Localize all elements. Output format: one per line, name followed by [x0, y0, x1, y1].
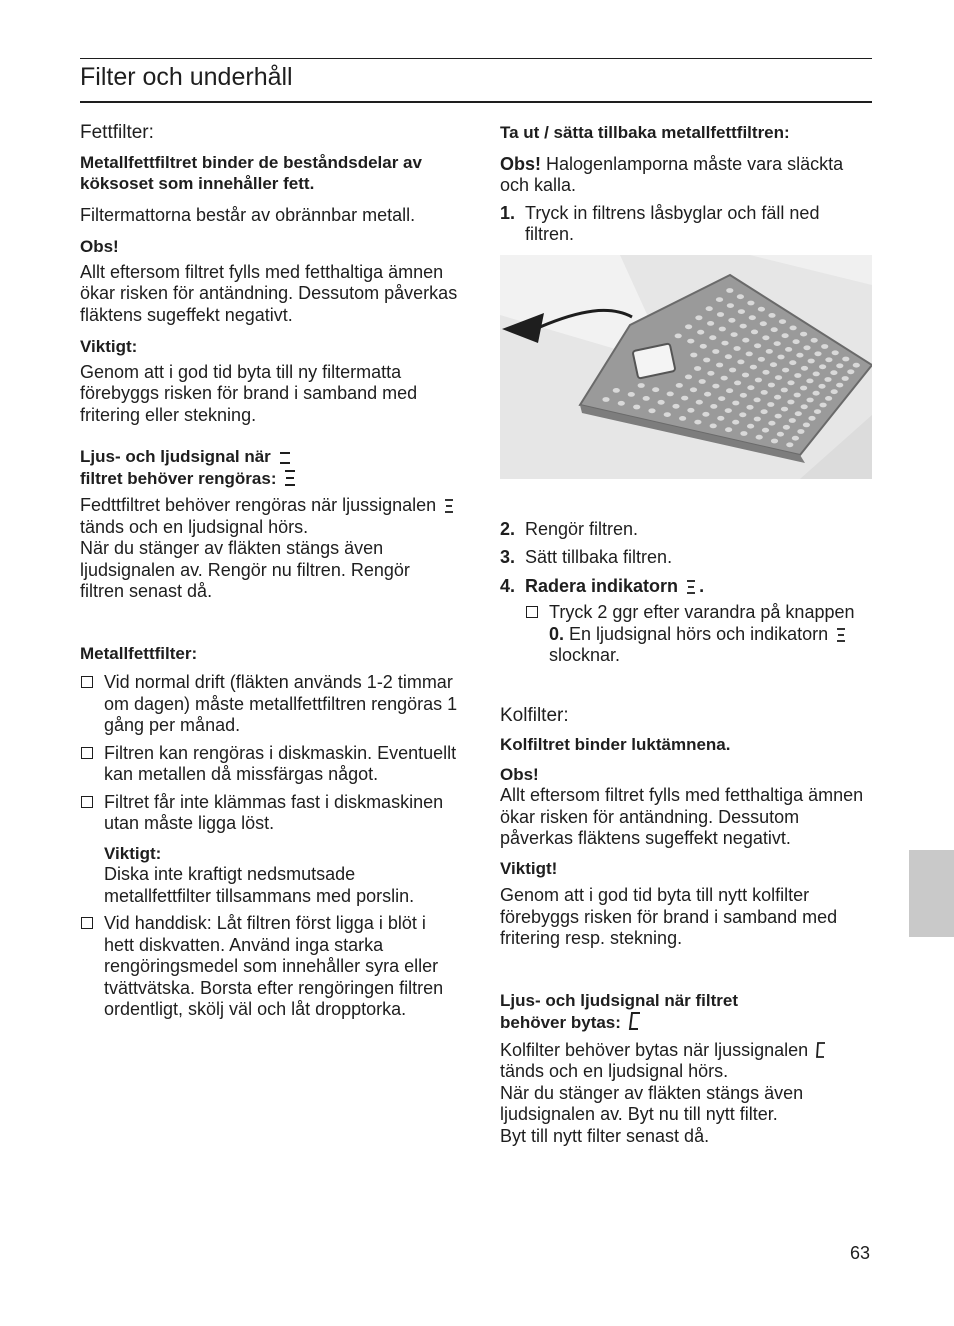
filter-hole: [751, 329, 758, 334]
filter-hole: [825, 357, 832, 362]
left-column: [80, 122, 458, 1027]
filter-hole: [831, 389, 838, 394]
filter-hole: [836, 363, 843, 368]
substep-text-b: En ljudsignal hörs och indikatorn: [569, 623, 829, 644]
step-number: 4.: [500, 575, 516, 596]
signal-text-1: Fedttfiltret behöver rengöras när ljussignalen: [80, 495, 437, 515]
kol-viktigt-label: Viktigt!: [500, 858, 558, 878]
kol-signal-line2: behöver bytas:: [500, 1013, 621, 1032]
filter-hole: [754, 343, 761, 348]
step-number: 2.: [500, 518, 516, 539]
filter-hole: [697, 329, 704, 334]
filter-hole: [652, 387, 659, 392]
grease-filter-indicator-icon: [278, 449, 292, 465]
step-number: 1.: [500, 202, 516, 223]
fettfilter-intro-bold: Metallfettfiltret binder de beståndsdelar av köksoset som innehåller fett.: [80, 152, 422, 193]
filter-hole: [842, 376, 849, 381]
filter-hole: [782, 333, 789, 338]
step-item: [500, 547, 872, 569]
list-item-text: Filtret får inte klämmas fast i diskmaskinen utan måste ligga löst.: [104, 791, 444, 833]
substep-key: 0.: [549, 623, 565, 644]
filter-hole: [675, 333, 682, 338]
filter-hole: [732, 400, 739, 405]
fettfilter-intro-text: Filtermattorna består av obrännbar metall.: [80, 204, 416, 225]
filter-hole: [618, 400, 625, 405]
kol-signal-heading: [500, 990, 872, 1034]
list-item-text: Filtren kan rengöras i diskmaskin. Eventuellt kan metallen då missfärgas något.: [104, 742, 457, 784]
filter-hole: [747, 300, 754, 305]
step-text: Tryck in filtrens låsbyglar och fäll ned filtren.: [525, 202, 820, 244]
filter-hole: [694, 366, 701, 371]
filter-hole: [767, 402, 774, 407]
filter-hole: [679, 416, 686, 421]
filter-hole: [658, 399, 665, 404]
filter-hole: [700, 343, 707, 348]
filter-hole: [774, 341, 781, 346]
filter-hole: [749, 315, 756, 320]
header-rule-bottom: [80, 101, 872, 103]
metall-viktigt-label: Viktigt:: [104, 843, 162, 863]
filter-hole: [792, 435, 799, 440]
filter-hole: [746, 404, 753, 409]
filter-hole: [732, 419, 739, 424]
filter-hole: [847, 369, 854, 374]
filter-hole: [740, 431, 747, 436]
filter-hole: [734, 346, 741, 351]
filter-hole: [836, 382, 843, 387]
side-tab: [909, 850, 954, 937]
filter-hole: [706, 306, 713, 311]
filter-hole: [794, 392, 801, 397]
filter-hole: [808, 358, 815, 363]
checkbox-bullet-icon: [81, 747, 93, 759]
filter-hole: [717, 415, 724, 420]
kol-viktigt-text: Genom att i god tid byta till nytt kolfilter förebyggs risken för brand i samband med fritering resp. stekning.: [500, 885, 838, 948]
filter-hole: [777, 354, 784, 359]
filter-hole: [755, 377, 762, 382]
step-item: [500, 519, 872, 541]
filter-hole: [681, 395, 688, 400]
filter-hole: [830, 370, 837, 375]
grease-filter-indicator-icon: [283, 469, 297, 487]
kol-signal-text-1: Kolfilter behöver bytas när ljussignalen: [500, 1039, 809, 1060]
filter-hole: [737, 294, 744, 299]
filter-hole: [783, 424, 790, 429]
list-item: [80, 913, 458, 1021]
filter-hole: [667, 391, 674, 396]
filter-hole: [648, 408, 655, 413]
filter-hole: [676, 383, 683, 388]
filter-hole: [770, 362, 777, 367]
filter-hole: [800, 385, 807, 390]
filter-hole: [819, 364, 826, 369]
signal-heading-line2: filtret behöver rengöras:: [80, 468, 277, 488]
remove-obs-text: Halogenlamporna måste vara släckta och kalla.: [500, 153, 844, 195]
filter-hole: [795, 411, 802, 416]
filter-hole: [699, 379, 706, 384]
filter-hole: [787, 399, 794, 404]
filter-hole: [739, 412, 746, 417]
filter-hole: [813, 371, 820, 376]
filter-hole: [709, 335, 716, 340]
filter-hole: [719, 326, 726, 331]
filter-hole: [740, 392, 747, 397]
filter-hole: [628, 392, 635, 397]
filter-hole: [725, 427, 732, 432]
checkbox-bullet-icon: [526, 606, 538, 618]
signal-text-2: tänds och en ljudsignal hörs.: [80, 516, 309, 537]
filter-hole: [716, 362, 723, 367]
list-item-text: Vid handdisk: Låt filtren först ligga i blöt i hett diskvatten. Använd inga starka rengöringsmedel som innehåller syra eller tvättvätska. Borsta efter rengöringen filtren ordentligt, skölj väl och låt dropptorka.: [104, 913, 444, 1019]
filter-hole: [712, 349, 719, 354]
filter-hole: [750, 364, 757, 369]
filter-hole: [814, 409, 821, 414]
kol-obs-text: Allt eftersom filtret fylls med fetthaltiga ämnen ökar risken för antändning. Dessutom påverkas fläktens sugeffekt negativt.: [500, 785, 864, 848]
filter-hole: [818, 383, 825, 388]
filter-hole: [766, 349, 773, 354]
kol-signal-text-3: När du stänger av fläkten stängs även ljudsignalen av. Byt nu till nytt filter.: [500, 1082, 804, 1124]
filter-hole: [704, 391, 711, 396]
filter-hole: [777, 431, 784, 436]
filter-hole: [811, 337, 818, 342]
filter-hole: [787, 380, 794, 385]
filter-hole: [740, 323, 747, 328]
filter-hole: [696, 399, 703, 404]
filter-hole: [754, 397, 761, 402]
filter-hole: [710, 423, 717, 428]
substep-text-a: Tryck 2 ggr efter varandra på knappen: [549, 602, 855, 622]
signal-heading: [80, 446, 458, 489]
grease-filter-indicator-icon: [443, 498, 455, 514]
filter-hole: [782, 367, 789, 372]
filter-hole: [771, 327, 778, 332]
step-text: Radera indikatorn: [525, 575, 679, 596]
grease-filter-indicator-icon: [685, 579, 697, 595]
filter-hole: [747, 385, 754, 390]
filter-hole: [672, 403, 679, 408]
filter-hole: [687, 338, 694, 343]
metall-viktigt-block: [104, 843, 458, 908]
filter-hole: [762, 427, 769, 432]
list-item: [80, 672, 458, 737]
filter-hole: [716, 297, 723, 302]
filter-hole: [721, 375, 728, 380]
filter-hole: [808, 415, 815, 420]
list-item: [80, 792, 458, 908]
filter-hole: [725, 354, 732, 359]
step-item: 4. Radera indikatorn . Tryck 2 ggr efter varandra på knappen 0. En ljudsignal hörs och indikatorn slocknar.: [500, 576, 872, 667]
header-rule-top: [80, 58, 872, 59]
filter-hole: [825, 396, 832, 401]
right-column: [500, 122, 872, 1147]
filter-hole: [771, 438, 778, 443]
filter-hole: [801, 365, 808, 370]
remove-obs: [500, 154, 872, 197]
filter-hole: [789, 418, 796, 423]
filter-hole: [814, 351, 821, 356]
kolfilter-heading: Kolfilter:: [500, 704, 569, 726]
filter-hole: [602, 397, 609, 402]
filter-hole: [613, 388, 620, 393]
filter-hole: [813, 390, 820, 395]
obs-text: Allt eftersom filtret fylls med fetthaltiga ämnen ökar risken för antändning. Dessutom påverkas fläktens sugeffekt negativt.: [80, 261, 458, 325]
filter-hole: [758, 306, 765, 311]
filter-hole: [785, 347, 792, 352]
grease-filter-indicator-icon: [835, 627, 847, 643]
filter-hole: [731, 332, 738, 337]
filter-hole: [694, 419, 701, 424]
filter-hole: [695, 315, 702, 320]
kolfilter-bold: Kolfiltret binder luktämnena.: [500, 735, 731, 754]
filter-hole: [690, 387, 697, 392]
signal-text: [80, 495, 458, 603]
filter-hole: [737, 359, 744, 364]
filter-hole: [726, 288, 733, 293]
checkbox-bullet-icon: [81, 796, 93, 808]
filter-hole: [726, 388, 733, 393]
step-item: [500, 203, 872, 246]
remove-heading: Ta ut / sätta tillbaka metallfettfiltren:: [500, 123, 790, 142]
list-item: [80, 743, 458, 786]
filter-hole: [756, 434, 763, 439]
metall-heading: Metallfettfilter:: [80, 643, 198, 663]
filter-hole: [762, 335, 769, 340]
filter-hole: [781, 406, 788, 411]
filter-hole: [712, 383, 719, 388]
filter-hole: [797, 429, 804, 434]
signal-text-3: När du stänger av fläkten stängs även ljudsignalen av. Rengör nu filtren. Rengör filtren senast då.: [80, 538, 410, 601]
filter-hole: [779, 319, 786, 324]
filter-hole: [761, 409, 768, 414]
filter-hole: [762, 369, 769, 374]
filter-hole: [821, 344, 828, 349]
filter-hole: [775, 413, 782, 418]
signal-heading-line1: Ljus- och ljudsignal när: [80, 447, 271, 466]
filter-hole: [742, 337, 749, 342]
filter-hole: [820, 402, 827, 407]
step-text: Sätt tillbaka filtren.: [525, 547, 673, 567]
filter-hole: [793, 339, 800, 344]
filter-hole: [685, 324, 692, 329]
filter-hole: [685, 374, 692, 379]
filter-hole: [729, 367, 736, 372]
step4-substep: [525, 602, 872, 667]
filter-hole: [796, 352, 803, 357]
filter-hole: [664, 412, 671, 417]
filter-hole: [690, 352, 697, 357]
filter-removal-illustration: [500, 255, 872, 479]
steps-list-a: [500, 203, 872, 246]
filter-hole: [768, 382, 775, 387]
filter-hole: [734, 380, 741, 385]
charcoal-filter-indicator-icon: [815, 1041, 827, 1059]
remove-obs-label: Obs!: [500, 153, 542, 174]
filter-hole: [842, 356, 849, 361]
filter-hole: [768, 313, 775, 318]
filter-hole: [801, 404, 808, 409]
filter-hole: [807, 397, 814, 402]
filter-hole: [760, 321, 767, 326]
filter-hole: [725, 408, 732, 413]
page-title: Filter och underhåll: [80, 63, 293, 91]
viktigt-text: Genom att i god tid byta till ny filtermatta förebyggs risken för brand i samband med fritering eller stekning.: [80, 361, 418, 425]
filter-hole: [633, 404, 640, 409]
list-item-text: Vid normal drift (fläkten används 1-2 timmar om dagen) måste metallfettfiltren rengöras 1 gång per månad.: [104, 672, 458, 735]
kol-obs-label: Obs!: [500, 764, 539, 784]
filter-hole: [761, 390, 768, 395]
metall-viktigt-text: Diska inte kraftigt nedsmutsade metallfettfilter tillsammans med porslin.: [104, 864, 415, 906]
filter-hole: [687, 407, 694, 412]
metall-list: [80, 672, 458, 1021]
filter-hole: [710, 404, 717, 409]
filter-hole: [746, 351, 753, 356]
filter-hole: [803, 422, 810, 427]
substep-text-c: slocknar.: [549, 645, 621, 665]
filter-hole: [758, 356, 765, 361]
filter-hole: [774, 394, 781, 399]
checkbox-bullet-icon: [81, 676, 93, 688]
filter-hole: [742, 372, 749, 377]
filter-hole: [853, 362, 860, 367]
filter-hole: [786, 442, 793, 447]
filter-hole: [794, 373, 801, 378]
filter-hole: [717, 312, 724, 317]
filter-hole: [790, 325, 797, 330]
filter-hole: [643, 396, 650, 401]
filter-hole: [789, 360, 796, 365]
filter-hole: [803, 345, 810, 350]
filter-hole: [702, 411, 709, 416]
filter-hole: [775, 375, 782, 380]
fettfilter-heading: Fettfilter:: [80, 122, 154, 143]
filter-hole: [754, 416, 761, 421]
filter-hole: [707, 321, 714, 326]
kol-signal-text-2: tänds och en ljudsignal hörs.: [500, 1061, 729, 1081]
page-number: 63: [850, 1243, 871, 1263]
filter-hole: [721, 340, 728, 345]
kol-signal-text-4: Byt till nytt filter senast då.: [500, 1125, 710, 1146]
step-text: Rengör filtren.: [525, 518, 639, 539]
filter-hole: [800, 331, 807, 336]
obs-label: Obs!: [80, 237, 119, 256]
kol-signal-text: [500, 1040, 872, 1148]
kol-signal-line1: Ljus- och ljudsignal när filtret: [500, 990, 739, 1010]
filter-hole: [638, 383, 645, 388]
filter-hole: [781, 387, 788, 392]
filter-hole: [832, 350, 839, 355]
filter-hole: [718, 396, 725, 401]
filter-hole: [738, 309, 745, 314]
filter-hole: [728, 317, 735, 322]
filter-hole: [703, 357, 710, 362]
filter-hole: [806, 378, 813, 383]
step-number: 3.: [500, 547, 516, 567]
filter-hole: [768, 420, 775, 425]
filter-hole: [824, 377, 831, 382]
steps-list-b: [500, 519, 872, 667]
viktigt-label: Viktigt:: [80, 337, 138, 356]
checkbox-bullet-icon: [81, 917, 93, 929]
charcoal-filter-indicator-icon: [628, 1011, 642, 1031]
filter-hole: [707, 370, 714, 375]
filter-hole: [727, 303, 734, 308]
filter-hole: [747, 423, 754, 428]
